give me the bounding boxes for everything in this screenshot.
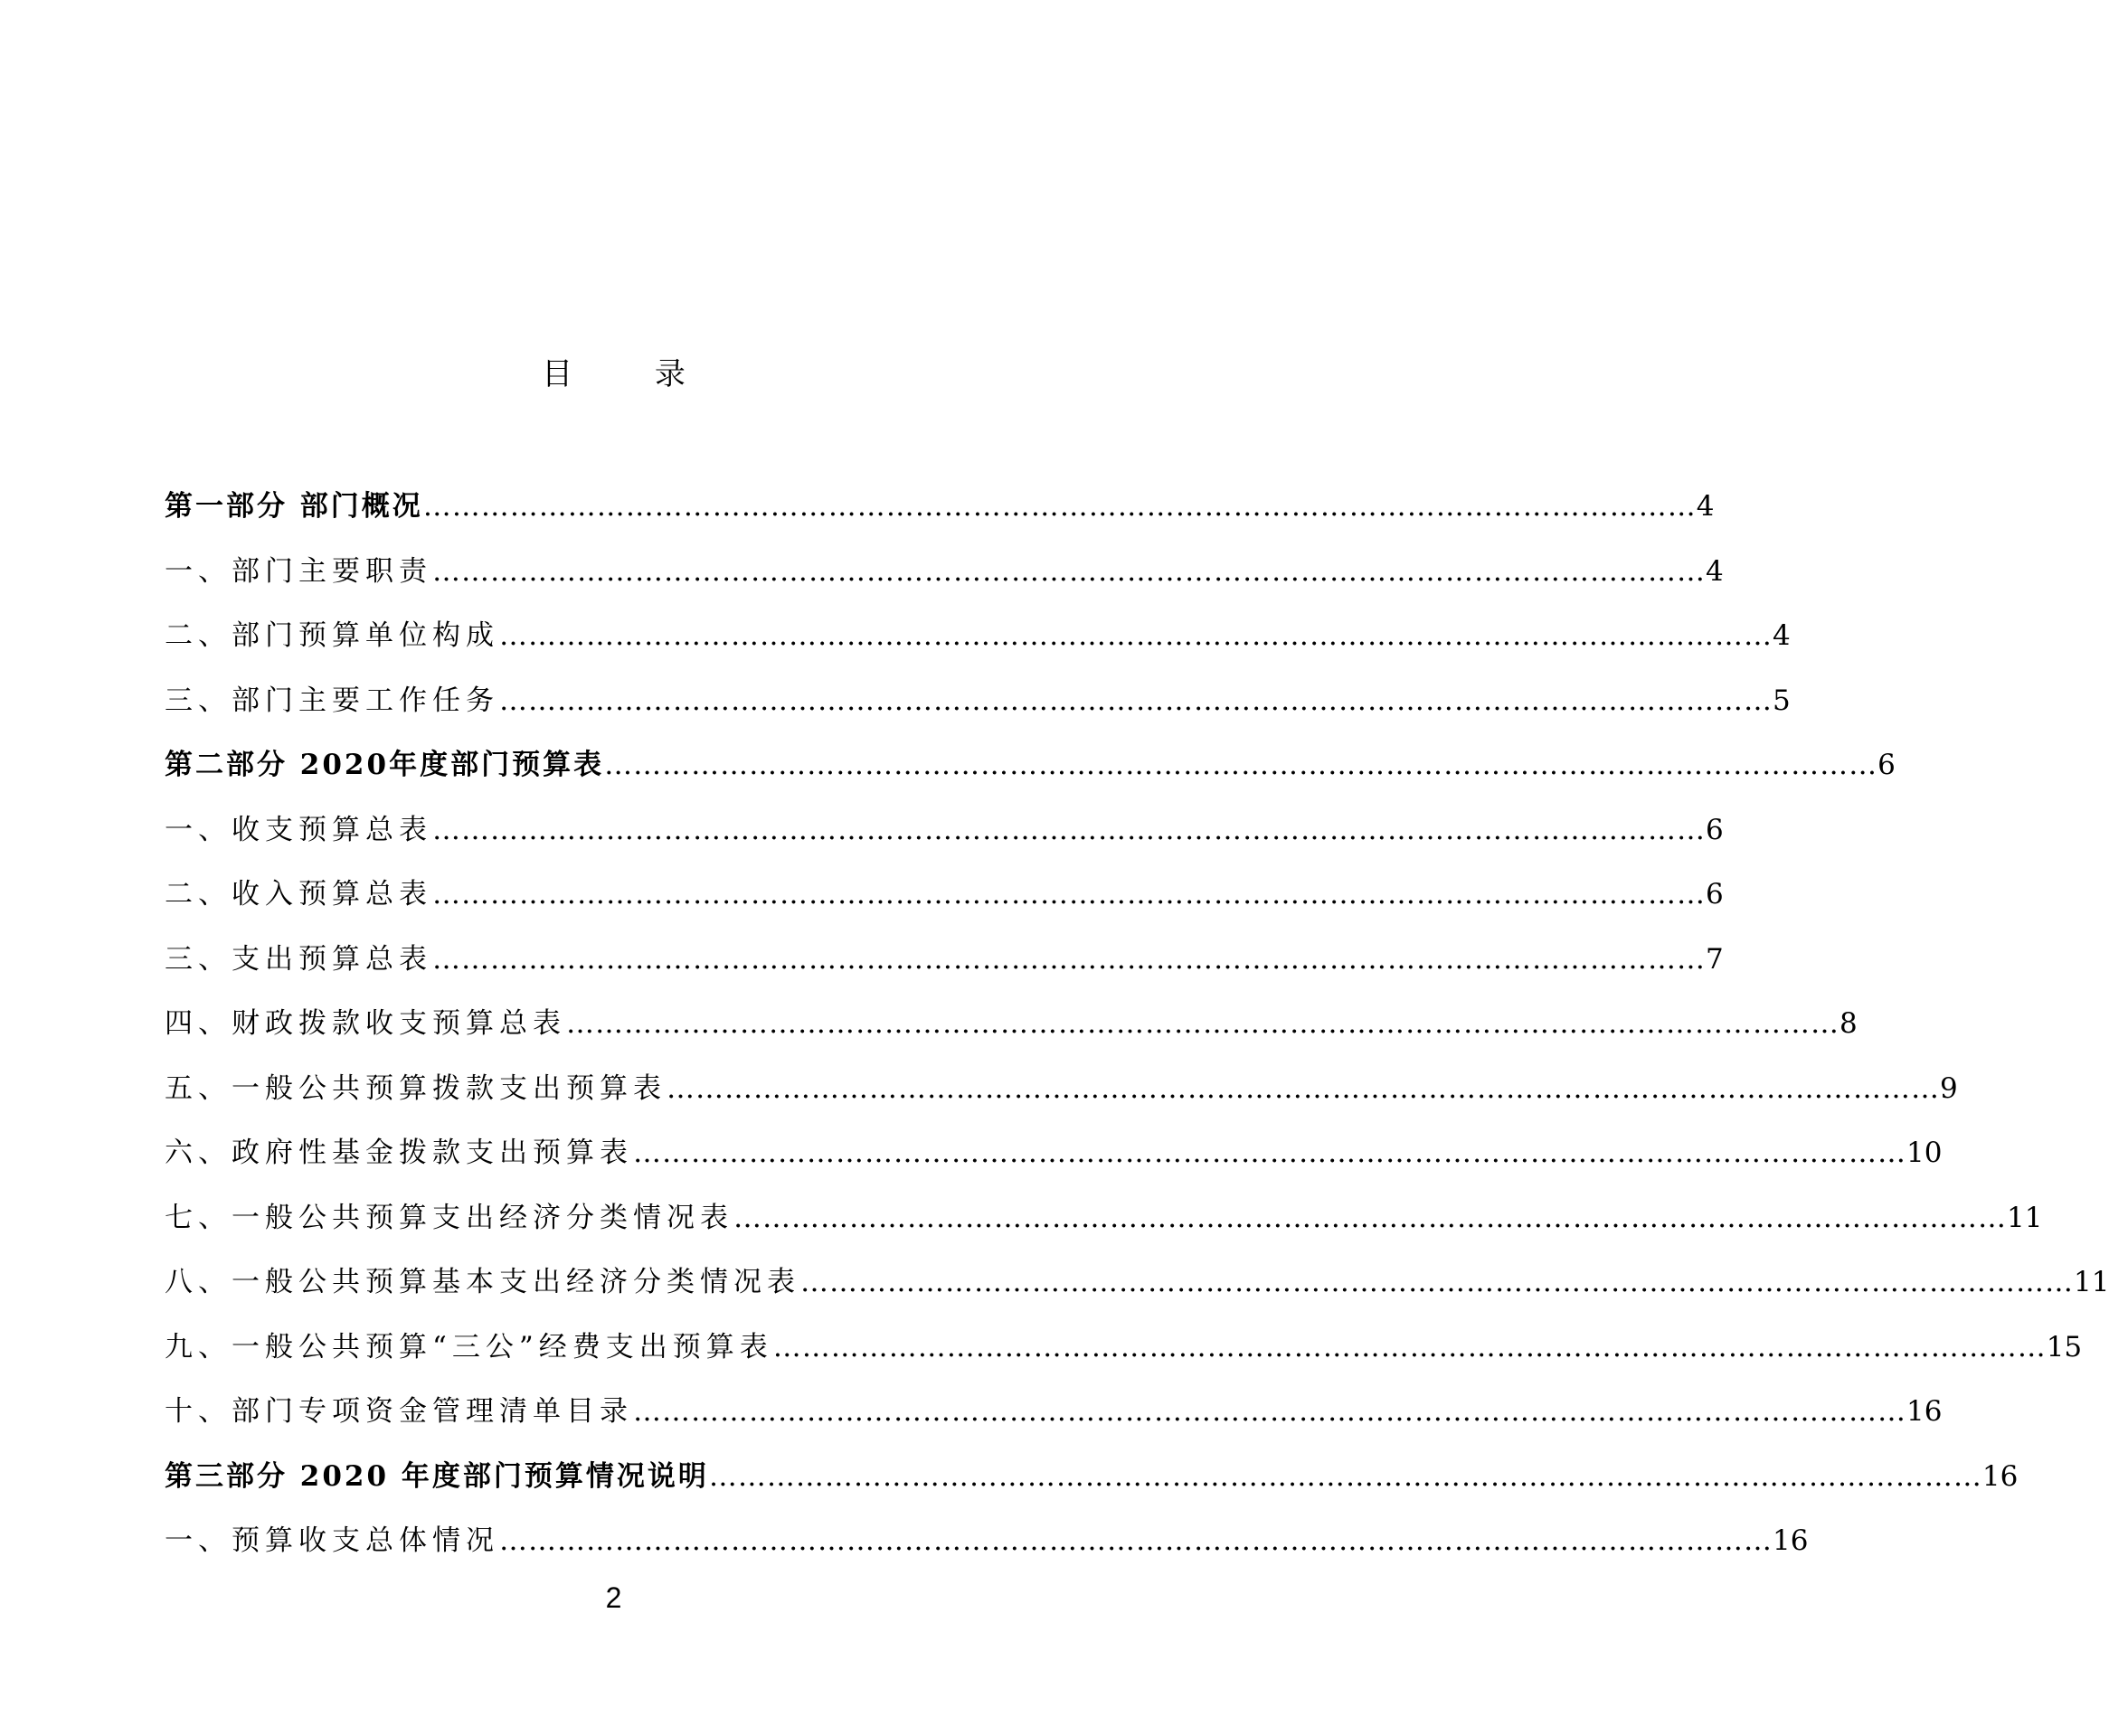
- toc-entry-2-3[interactable]: [165, 938, 1724, 981]
- toc-entry-page: 4: [1773, 619, 1791, 652]
- toc-entry-page: 7: [1706, 942, 1724, 976]
- toc-entry-label: 一、部门主要职责: [165, 554, 432, 588]
- page-number: 2: [605, 1581, 622, 1614]
- toc-entry-page: 6: [1706, 813, 1724, 846]
- toc-leader-dots: ……………………………………………………………………………………………………………………: [633, 1137, 1906, 1169]
- toc-leader-dots: ……………………………………………………………………………………………………………………: [499, 684, 1773, 717]
- toc-entry-page: 16: [1773, 1524, 1809, 1557]
- toc-entry-label: 一、收支预算总表: [165, 813, 432, 846]
- toc-entry-page: 5: [1773, 684, 1791, 717]
- toc-leader-dots: ……………………………………………………………………………………………………………………: [499, 1524, 1773, 1557]
- toc-leader-dots: ……………………………………………………………………………………………………………………: [432, 942, 1706, 976]
- toc-entry-label: 十、部门专项资金管理清单目录: [165, 1395, 633, 1428]
- toc-entry-2-8[interactable]: [165, 1260, 2109, 1304]
- toc-entry-label: 八、一般公共预算基本支出经济分类情况表: [165, 1266, 800, 1298]
- toc-entry-2-5[interactable]: [165, 1067, 1958, 1110]
- toc-entry-page: 11: [2007, 1201, 2043, 1234]
- toc-leader-dots: ……………………………………………………………………………………………………………………: [432, 878, 1706, 910]
- toc-leader-dots: ……………………………………………………………………………………………………………………: [800, 1266, 2074, 1298]
- toc-leader-dots: ……………………………………………………………………………………………………………………: [604, 749, 1878, 781]
- toc-entry-2-7[interactable]: [165, 1196, 2043, 1240]
- toc-entry-label: 第二部分 2020年度部门预算表: [165, 749, 605, 781]
- toc-entry-label: 二、收入预算总表: [165, 878, 432, 910]
- toc-entry-page: 16: [1981, 1459, 2019, 1493]
- toc-leader-dots: ……………………………………………………………………………………………………………………: [566, 1007, 1839, 1040]
- toc-entry-page: 15: [2046, 1330, 2083, 1363]
- toc-entry-page: 16: [1906, 1395, 1943, 1428]
- toc-entry-page: 4: [1706, 554, 1724, 588]
- toc-entry-label: 五、一般公共预算拨款支出预算表: [165, 1071, 667, 1105]
- toc-entry-label: 六、政府性基金拨款支出预算表: [165, 1137, 633, 1169]
- toc-leader-dots: ……………………………………………………………………………………………………………………: [708, 1459, 1982, 1493]
- toc-entry-2-2[interactable]: [165, 873, 1724, 916]
- toc-entry-page: 9: [1940, 1071, 1958, 1105]
- toc-entry-2-4[interactable]: [165, 1002, 1858, 1045]
- toc-entry-part-3[interactable]: [165, 1455, 2019, 1498]
- toc-entry-page: 4: [1696, 490, 1715, 523]
- toc-leader-dots: ……………………………………………………………………………………………………………………: [633, 1395, 1906, 1428]
- toc-entry-label: 三、支出预算总表: [165, 942, 432, 976]
- toc-entry-3-1[interactable]: [165, 1519, 1809, 1562]
- toc-leader-dots: ……………………………………………………………………………………………………………………: [667, 1071, 1940, 1105]
- toc-leader-dots: ……………………………………………………………………………………………………………………: [432, 554, 1706, 588]
- toc-entry-label: 第三部分 2020 年度部门预算情况说明: [165, 1459, 709, 1493]
- toc-entry-part-1[interactable]: [165, 485, 1715, 528]
- toc-entry-page: 11: [2074, 1266, 2109, 1298]
- toc-entry-label: 二、部门预算单位构成: [165, 619, 499, 652]
- page-title: 目 录: [542, 356, 722, 392]
- toc-entry-page: 10: [1906, 1137, 1943, 1169]
- toc-leader-dots: ……………………………………………………………………………………………………………………: [499, 619, 1773, 652]
- toc-leader-dots: ……………………………………………………………………………………………………………………: [772, 1330, 2047, 1363]
- toc-entry-page: 6: [1877, 749, 1896, 781]
- toc-leader-dots: ……………………………………………………………………………………………………………………: [733, 1201, 2007, 1234]
- toc-entry-2-9[interactable]: [165, 1326, 2083, 1369]
- toc-entry-1-2[interactable]: [165, 614, 1791, 657]
- toc-entry-label: 七、一般公共预算支出经济分类情况表: [165, 1201, 733, 1234]
- toc-entry-label: 四、财政拨款收支预算总表: [165, 1007, 566, 1040]
- toc-leader-dots: ……………………………………………………………………………………………………………………: [432, 813, 1706, 846]
- toc-entry-2-10[interactable]: [165, 1390, 1943, 1433]
- toc-entry-label: 一、预算收支总体情况: [165, 1524, 499, 1557]
- toc-entry-page: 6: [1706, 878, 1724, 910]
- toc-entry-label: 九、一般公共预算“三公”经费支出预算表: [165, 1330, 773, 1363]
- toc-entry-part-2[interactable]: [165, 743, 1896, 787]
- toc-entry-1-3[interactable]: [165, 679, 1791, 722]
- toc-entry-2-6[interactable]: [165, 1131, 1943, 1175]
- toc-leader-dots: ……………………………………………………………………………………………………………………: [422, 490, 1697, 523]
- toc-entry-label: 第一部分 部门概况: [165, 490, 423, 523]
- toc-entry-1-1[interactable]: [165, 550, 1724, 593]
- toc-entry-label: 三、部门主要工作任务: [165, 684, 499, 717]
- toc-entry-2-1[interactable]: [165, 808, 1724, 852]
- toc-entry-page: 8: [1839, 1007, 1858, 1040]
